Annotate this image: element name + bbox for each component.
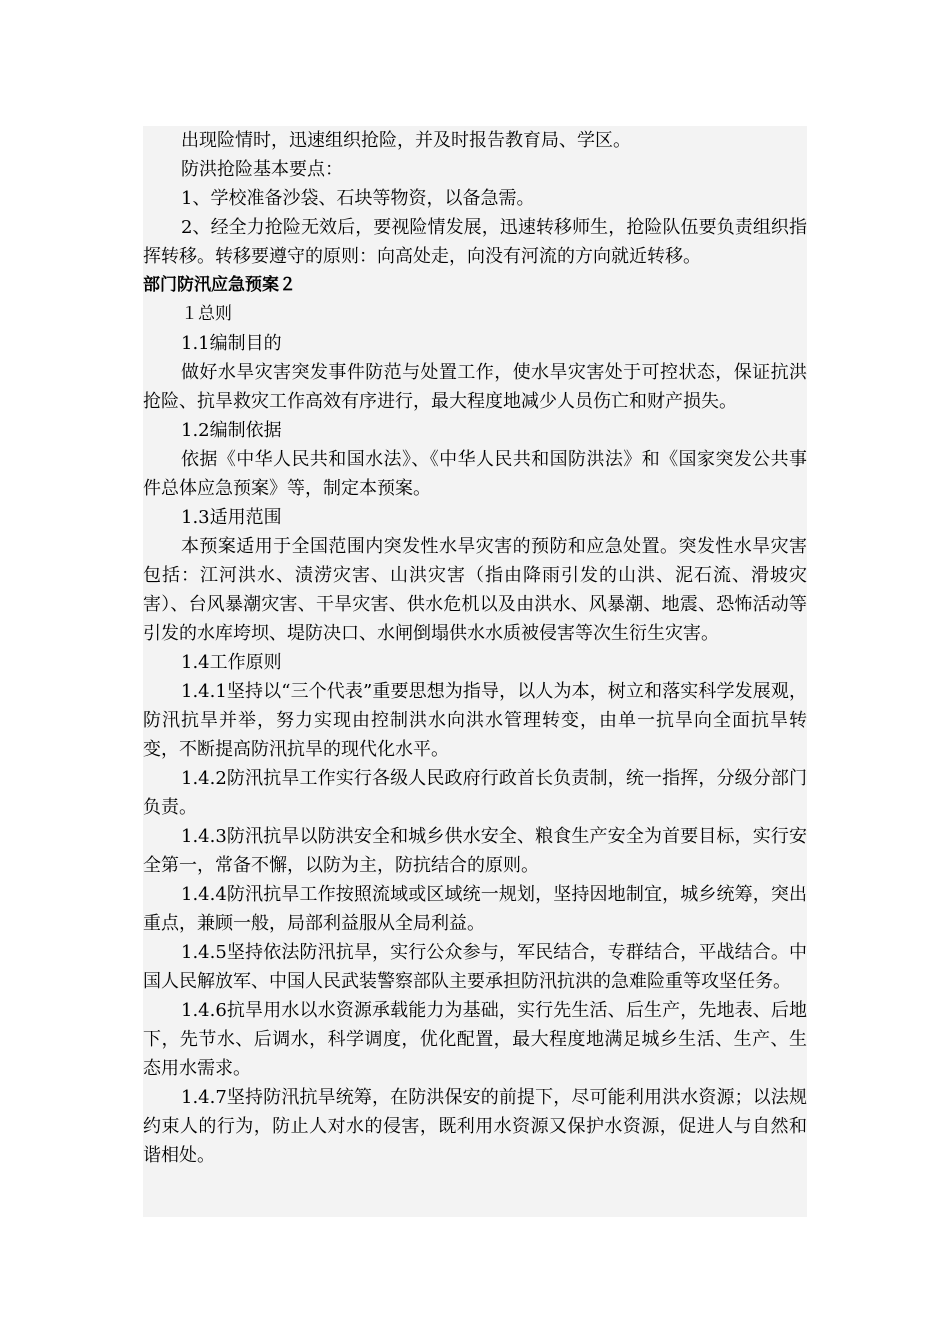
principle-1-4-7: 1.4.7坚持防汛抗旱统筹，在防洪保安的前提下，尽可能利用洪水资源；以法规约束人的行为，防止人对水的侵害，既利用水资源又保护水资源，促进人与自然和谐相处。	[143, 1087, 807, 1166]
section-1-title: １总则	[181, 304, 232, 324]
paragraph-key-points: 防洪抢险基本要点：	[181, 159, 343, 180]
principle-1-4-3: 1.4.3防汛抗旱以防洪安全和城乡供水安全、粮食生产安全为首要目标，实行安全第一，常备不懈，以防为主，防抗结合的原则。	[143, 826, 807, 876]
paragraph-point-2: 2、经全力抢险无效后，要视险情发展，迅速转移师生，抢险队伍要负责组织指挥转移。转移要遵守的原则：向高处走，向没有河流的方向就近转移。	[143, 217, 807, 267]
principle-1-4-2: 1.4.2防汛抗旱工作实行各级人民政府行政首长负责制，统一指挥，分级分部门负责。	[143, 768, 807, 818]
document-body	[143, 126, 807, 1217]
principle-1-4-6: 1.4.6抗旱用水以水资源承载能力为基础，实行先生活、后生产，先地表、后地下，先节水、后调水，科学调度，优化配置，最大程度地满足城乡生活、生产、生态用水需求。	[143, 1000, 807, 1079]
paragraph-risk-report: 出现险情时，迅速组织抢险，并及时报告教育局、学区。	[181, 130, 631, 151]
subsection-1-1-title: 1.1编制目的	[181, 333, 282, 354]
subsection-1-2-text: 依据《中华人民共和国水法》、《中华人民共和国防洪法》和《国家突发公共事件总体应急预案》等，制定本预案。	[143, 449, 807, 499]
subsection-1-1-text: 做好水旱灾害突发事件防范与处置工作，使水旱灾害处于可控状态，保证抗洪抢险、抗旱救灾工作高效有序进行，最大程度地减少人员伤亡和财产损失。	[143, 362, 807, 412]
principle-1-4-4: 1.4.4防汛抗旱工作按照流域或区域统一规划，坚持因地制宜，城乡统筹，突出重点，兼顾一般，局部利益服从全局利益。	[143, 884, 807, 934]
subsection-1-2-title: 1.2编制依据	[181, 420, 282, 441]
subsection-1-3-title: 1.3适用范围	[181, 507, 282, 528]
subsection-1-4-title: 1.4工作原则	[181, 652, 282, 673]
subsection-1-3-text: 本预案适用于全国范围内突发性水旱灾害的预防和应急处置。突发性水旱灾害包括：江河洪水、渍涝灾害、山洪灾害（指由降雨引发的山洪、泥石流、滑坡灾害）、台风暴潮灾害、干旱灾害、供水危机以及由洪水、风暴潮、地震、恐怖活动等引发的水库垮坝、堤防决口、水闸倒塌供水水质被侵害等次生衍生灾害。	[143, 536, 807, 644]
paragraph-point-1: 1、学校准备沙袋、石块等物资，以备急需。	[181, 188, 535, 209]
principle-1-4-5: 1.4.5坚持依法防汛抗旱，实行公众参与，军民结合，专群结合，平战结合。中国人民解放军、中国人民武装警察部队主要承担防汛抗洪的急难险重等攻坚任务。	[143, 942, 807, 992]
principle-1-4-1: 1.4.1坚持以“三个代表”重要思想为指导，以人为本，树立和落实科学发展观，防汛抗旱并举，努力实现由控制洪水向洪水管理转变，由单一抗旱向全面抗旱转变，不断提高防汛抗旱的现代化水平。	[143, 681, 807, 760]
section-title: 部门防汛应急预案２	[143, 275, 296, 295]
